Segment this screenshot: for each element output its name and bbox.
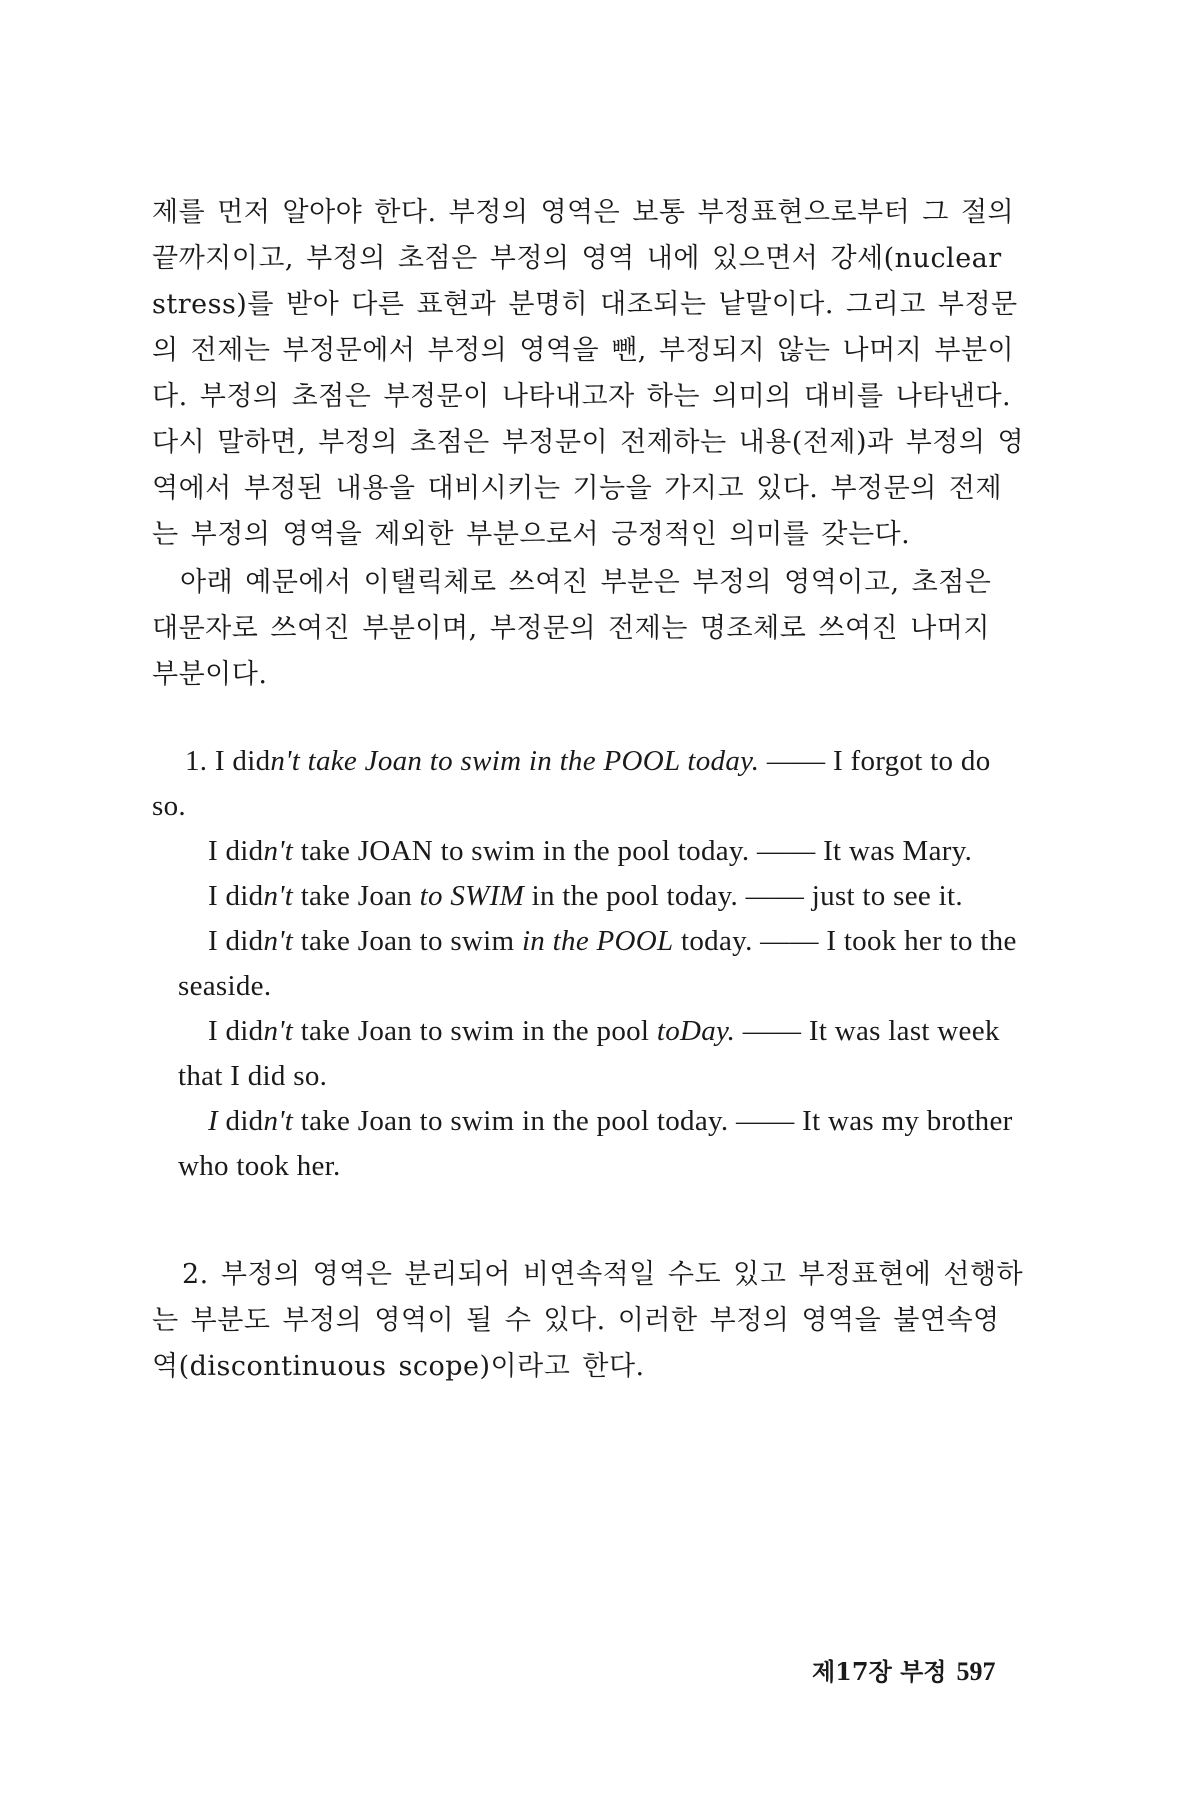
example-number: 1. [185,745,208,777]
text-line: 의 전제는 부정문에서 부정의 영역을 뺀, 부정되지 않는 나머지 부분이 [152,335,1015,366]
text-line: 다시 말하면, 부정의 초점은 부정문이 전제하는 내용(전제)과 부정의 영 [152,427,1025,458]
negation-scope-text: to SWIM [419,880,525,912]
text-line: 다. 부정의 초점은 부정문이 나타내고자 하는 의미의 대비를 나타낸다. [152,381,1012,412]
text-line: 부분이다. [152,659,268,690]
sentence-plain: I did [208,835,264,867]
sentence-plain: take Joan [293,880,420,912]
negation-scope-text: n't [263,880,294,912]
sentence-plain: take Joan to swim in the pool today. —— It was my brother [293,1105,1013,1137]
negation-scope-text: in the POOL [521,925,674,957]
negation-scope-text: n't [263,925,294,957]
example-sentence [208,1015,1000,1048]
example-continuation: so. [152,790,186,822]
chapter-label: 제17장 부정 [812,1657,947,1686]
text-line: 2. 부정의 영역은 분리되어 비연속적일 수도 있고 부정표현에 선행하 [182,1259,1024,1290]
example-continuation: who took her. [178,1150,341,1182]
text-line: 는 부정의 영역을 제외한 부분으로서 긍정적인 의미를 갖는다. [152,519,911,550]
negation-scope-text: I [208,1105,218,1137]
negation-scope-text: toDay. [656,1015,736,1047]
sentence-plain: in the pool today. —— just to see it. [524,880,963,912]
example-sentence [208,925,1017,958]
sentence-plain: today. —— I took her to the [673,925,1017,957]
example-sentence [208,880,963,913]
sentence-plain: I did [208,880,264,912]
page-number: 597 [956,1657,996,1686]
text-line: 역(discontinuous scope)이라고 한다. [152,1351,645,1382]
negation-scope-text: n't [263,835,294,867]
text-line: 끝까지이고, 부정의 초점은 부정의 영역 내에 있으면서 강세(nuclear [152,243,1002,274]
sentence-plain: take JOAN to swim in the pool today. —— It was Mary. [293,835,973,867]
sentence-plain: I did [214,745,271,777]
sentence-plain: —— It was last week [735,1015,1000,1047]
sentence-plain: did [217,1105,264,1137]
negation-scope-text: n't [263,1015,294,1047]
sentence-plain: take Joan to swim [293,925,522,957]
example-continuation: seaside. [178,970,272,1002]
negation-scope-text: n't take Joan to swim in the POOL today. [270,745,760,777]
example-sentence [208,835,972,868]
sentence-plain: take Joan to swim in the pool [293,1015,657,1047]
example-sentence [208,1105,1013,1138]
example-continuation: that I did so. [178,1060,328,1092]
text-line: 아래 예문에서 이탤릭체로 쓰여진 부분은 부정의 영역이고, 초점은 [180,567,992,598]
text-line: 대문자로 쓰여진 부분이며, 부정문의 전제는 명조체로 쓰여진 나머지 [152,613,990,644]
sentence-plain: I did [208,1015,264,1047]
negation-scope-text: n't [263,1105,294,1137]
text-line: 제를 먼저 알아야 한다. 부정의 영역은 보통 부정표현으로부터 그 절의 [152,197,1015,228]
text-line: 는 부분도 부정의 영역이 될 수 있다. 이러한 부정의 영역을 불연속영 [152,1305,1000,1336]
text-line: stress)를 받아 다른 표현과 분명히 대조되는 낱말이다. 그리고 부정문 [152,289,1018,320]
sentence-plain: I did [208,925,264,957]
example-sentence [185,745,991,778]
text-line: 역에서 부정된 내용을 대비시키는 기능을 가지고 있다. 부정문의 전제 [152,473,1003,504]
sentence-plain: —— I forgot to do [759,745,991,777]
page-footer [812,1652,996,1687]
